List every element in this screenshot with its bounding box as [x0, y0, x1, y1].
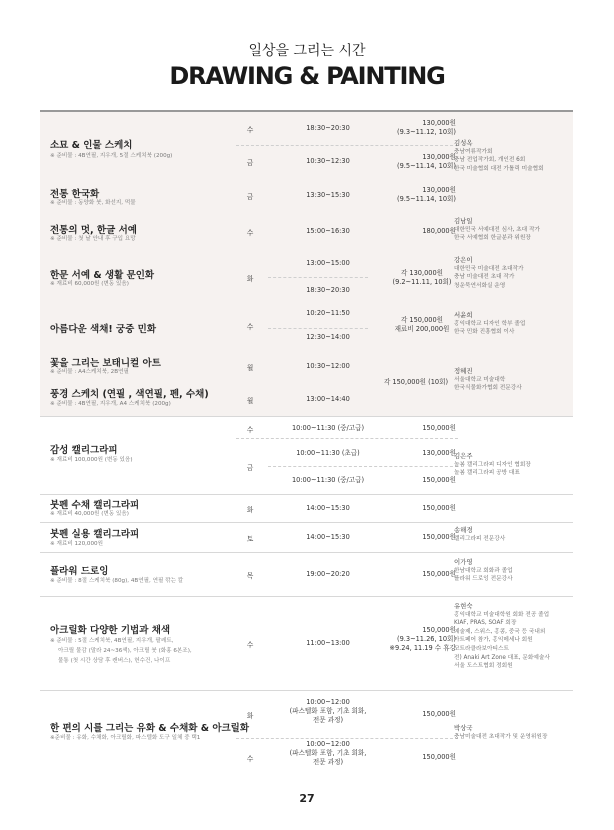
- class-period: (9.5~11.14, 10회): [397, 162, 456, 170]
- instructor-career: 서울대학교 미술대학: [454, 376, 506, 383]
- instructor-name: 박상국: [454, 724, 473, 732]
- class-time: 10:00~11:30 (중/고급): [291, 476, 365, 484]
- instructor-career: KIAF, PRAS, SOAF 회장: [454, 620, 517, 627]
- course-title: 소묘 & 인물 스케치: [50, 140, 133, 151]
- class-fee: 각 150,000원: [400, 316, 444, 324]
- instructor-career: 아트페어 참가, 홍익메세나 회원: [454, 637, 533, 644]
- course-note: ※ 준비물 : 5절 스케치북, 4B연필, 지우개, 팔레트,: [50, 638, 174, 644]
- class-time-detail: (파스텔화 포함, 기초 회화,: [289, 707, 367, 715]
- instructor-info: [454, 311, 572, 337]
- class-period: (9.5~11.14, 10회): [397, 195, 456, 203]
- instructor-career: 예술제, 스위스, 홍콩, 중국 등 국내외: [454, 628, 546, 635]
- instructor-info: [454, 452, 572, 478]
- class-period: (9.3~11.12, 10회): [397, 128, 456, 136]
- class-fee: 150,000원: [422, 504, 456, 512]
- class-day: 금: [246, 193, 254, 201]
- class-fee: 130,000원: [422, 186, 456, 194]
- instructor-career: 충남여류작가회: [454, 148, 493, 155]
- class-day: 월: [246, 397, 254, 405]
- class-day: 수: [246, 755, 254, 763]
- class-time-detail: 전문 과정): [312, 716, 344, 724]
- instructor-career: 한국 민화 진흥협회 이사: [454, 329, 515, 336]
- class-day: 수: [246, 323, 254, 331]
- class-time: 10:30~12:00: [306, 362, 350, 370]
- class-time: 18:30~20:30: [306, 286, 350, 294]
- class-fee: 150,000원: [422, 424, 456, 432]
- class-day: 화: [246, 506, 254, 514]
- instructor-career: 청운묵연서화실 운영: [454, 282, 506, 289]
- instructor-name: 김남일: [454, 217, 473, 225]
- class-fee: 180,000원: [422, 227, 456, 235]
- class-time: 10:30~12:30: [306, 157, 350, 165]
- class-day: 금: [246, 464, 254, 472]
- class-time-detail: 전문 과정): [312, 758, 344, 766]
- class-time: 13:30~15:30: [306, 191, 350, 199]
- class-time: 10:00~12:00: [306, 740, 350, 748]
- class-day: 목: [246, 572, 254, 580]
- course-note: ※ 재료비 120,000원: [50, 541, 103, 547]
- class-time: 18:30~20:30: [306, 124, 350, 132]
- divider: [236, 145, 458, 146]
- page-number: 27: [299, 792, 315, 805]
- class-fee: 150,000원: [422, 753, 456, 761]
- instructor-career: 플라워 드로잉 전문강사: [454, 576, 513, 583]
- instructor-career: 한남대학교 회화과 졸업: [454, 567, 513, 574]
- instructor-career: 대한민국 미술대전 초대작가: [454, 265, 524, 272]
- course-note: ※ 재료비 100,000원 (변동 있음): [50, 457, 133, 463]
- class-time: 14:00~15:30: [306, 533, 350, 541]
- class-fee: 150,000원: [422, 476, 456, 484]
- instructor-career: 한국 미술협회 대전 가톨릭 미술협회: [454, 165, 544, 172]
- page-subtitle: 일상을 그리는 시간: [248, 43, 366, 59]
- class-time: 15:00~16:30: [306, 227, 350, 235]
- instructor-name: 김성옥: [454, 139, 473, 147]
- divider: [236, 738, 458, 739]
- class-time: 10:20~11:50: [306, 309, 350, 317]
- instructor-career: 대한민국 서예대전 심사, 초대 작가: [454, 226, 540, 233]
- course-title: 꽃을 그리는 보태니컬 아트: [50, 358, 161, 369]
- divider: [268, 466, 458, 467]
- instructor-career: 서울 도스트협회 정회원: [454, 663, 513, 670]
- instructor-career: 한국 서예협회 한글분과 위원장: [454, 235, 531, 242]
- course-note: ※ 준비물 : 첫 날 안내 후 구입 요망: [50, 236, 136, 242]
- course-title: 전통의 멋, 한글 서예: [50, 225, 137, 236]
- instructor-info: [454, 602, 572, 671]
- class-fee: 130,000원: [422, 449, 456, 457]
- class-fee: 150,000원: [422, 710, 456, 718]
- class-day: 수: [246, 126, 254, 134]
- class-time: 10:00~12:00: [306, 698, 350, 706]
- class-fee: 130,000원: [422, 153, 456, 161]
- class-day: 월: [246, 364, 254, 372]
- class-period: (9.3~11.26, 10회): [397, 635, 456, 643]
- instructor-info: [454, 558, 572, 584]
- class-time: 13:00~14:40: [306, 395, 350, 403]
- class-fee: 150,000원: [422, 626, 456, 634]
- instructor-info: [454, 367, 572, 393]
- instructor-career: 코트라클라보아티스트: [454, 645, 509, 652]
- course-note: ※ 준비물 : 4B연필, 지우개, A4 스케치북 (200g): [50, 401, 171, 407]
- instructor-career: 충남 전업작가회, 개인전 6회: [454, 157, 526, 164]
- instructor-career: 충남 미술대전 초대 작가: [454, 274, 515, 281]
- course-note: ※ 준비물 : 8절 스케치북 (80g), 4B연필, 연필 깎는 칼: [50, 578, 184, 584]
- course-title: 한문 서예 & 생활 문인화: [50, 270, 155, 281]
- instructor-name: 유현숙: [454, 602, 473, 610]
- class-fee: 130,000원: [422, 119, 456, 127]
- course-note: ※ 재료비 40,000원 (변동 있음): [50, 511, 129, 517]
- instructor-name: 송해경: [454, 526, 473, 534]
- class-period: (9.2~11.11, 10회): [392, 278, 452, 286]
- class-day: 금: [246, 159, 254, 167]
- course-title: 전통 한국화: [50, 189, 100, 200]
- class-fee: 150,000원: [422, 533, 456, 541]
- course-title: 풍경 스케치 (연필 , 색연필, 펜, 수채): [50, 389, 209, 400]
- class-time: 14:00~15:30: [306, 504, 350, 512]
- instructor-info: [454, 724, 572, 741]
- class-time-detail: (파스텔화 포함, 기초 회화,: [289, 749, 367, 757]
- instructor-name: 정혜진: [454, 367, 473, 375]
- instructor-info: [454, 139, 572, 173]
- class-day: 화: [246, 712, 254, 720]
- course-note: ※ 준비물 : A4스케치북, 2B연필: [50, 369, 129, 375]
- instructor-name: 강은이: [454, 256, 473, 264]
- course-note: ※준비물 : 유화, 수채화, 아크릴화, 파스텔화 도구 일체 중 택1: [50, 735, 201, 741]
- divider: [268, 277, 368, 278]
- instructor-career: 놀봄 캘리그라피 공방 대표: [454, 470, 520, 477]
- instructor-info: [454, 256, 572, 290]
- course-title: 플라워 드로잉: [50, 566, 109, 577]
- divider: [268, 328, 368, 329]
- instructor-career: 캘리그라피 전문강사: [454, 535, 506, 542]
- class-fee: 150,000원: [422, 570, 456, 578]
- course-note: 물통 (첫 시간 상담 후 캔버스), 헌수건, 나이프: [58, 658, 171, 664]
- instructor-career: 전) Anaki Art Zone 대표, 문화예술사: [454, 654, 550, 661]
- instructor-info: [454, 217, 572, 243]
- instructor-info: [454, 526, 572, 543]
- class-time: 11:00~13:00: [306, 639, 350, 647]
- course-note: ※ 재료비 60,000원 (변동 있음): [50, 281, 129, 287]
- page-title: DRAWING & PAINTING: [169, 62, 445, 90]
- course-title: 아름다운 색채! 궁중 민화: [50, 324, 157, 335]
- course-note: 아크릴 물감 (말라 24~36색), 아크릴 붓 (화홍 6본조),: [58, 648, 192, 654]
- course-title: 붓펜 수채 캘리그라피: [50, 500, 140, 511]
- instructor-name: 김은주: [454, 452, 473, 460]
- instructor-name: 서윤희: [454, 311, 473, 319]
- class-day: 수: [246, 229, 254, 237]
- class-day: 토: [246, 535, 254, 543]
- course-note: ※ 준비물 : 4B연필, 지우개, 5절 스케치북 (200g): [50, 153, 173, 159]
- class-day: 수: [246, 641, 254, 649]
- class-fee: 각 150,000원 (10회): [383, 378, 449, 386]
- course-title: 한 편의 시를 그리는 유화 & 수채화 & 아크릴화: [50, 723, 250, 734]
- instructor-career: 충남미술대전 초대작가 및 운영위원장: [454, 733, 548, 740]
- instructor-career: 홍익대학교 미술대학원 회화 전공 졸업: [454, 611, 550, 618]
- class-time: 19:00~20:20: [306, 570, 350, 578]
- course-note: ※ 준비물 : 동양화 붓, 화선지, 먹물: [50, 200, 136, 206]
- course-title: 아크릴화 다양한 기법과 채색: [50, 625, 171, 636]
- divider: [236, 438, 458, 439]
- class-fee: 각 130,000원: [400, 269, 444, 277]
- instructor-career: 놀봄 캘리그라피 디자인 협회장: [454, 461, 531, 468]
- class-time: 10:00~11:30 (중/고급): [291, 424, 365, 432]
- instructor-name: 이가영: [454, 558, 473, 566]
- course-title: 붓펜 실용 캘리그라피: [50, 529, 140, 540]
- class-time: 13:00~15:00: [306, 259, 350, 267]
- class-time: 12:30~14:00: [306, 333, 350, 341]
- instructor-career: 한국식물화가협회 전문강사: [454, 385, 522, 392]
- class-notice: ※9.24, 11.19 수 휴강: [389, 644, 456, 652]
- class-time: 10:00~11:30 (초급): [296, 449, 360, 457]
- course-table: [40, 110, 573, 787]
- instructor-career: 홍익대학교 디자인 학부 졸업: [454, 320, 526, 327]
- class-day: 화: [246, 275, 254, 283]
- class-material-fee: 재료비 200,000원: [394, 325, 450, 333]
- course-title: 감성 캘리그라피: [50, 445, 118, 456]
- class-day: 수: [246, 426, 254, 434]
